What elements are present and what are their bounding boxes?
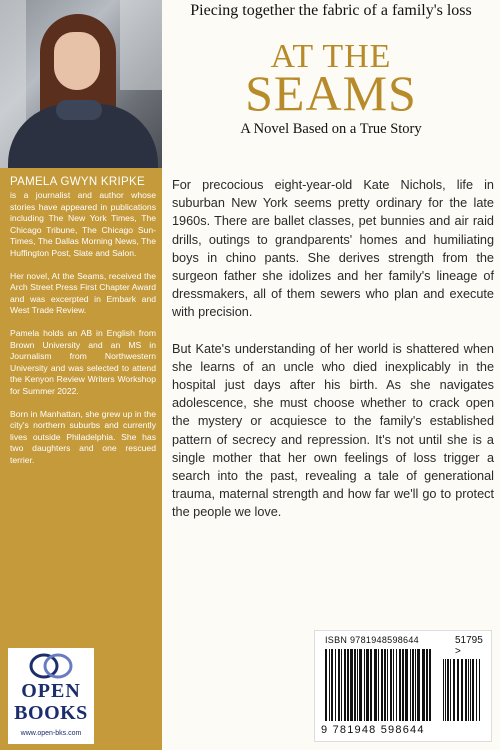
rings-icon	[26, 652, 76, 680]
bio-novel: Her novel, At the Seams, received the Arch Street Press First Chapter Award and was excerpted in Embark and West Trade Review.	[10, 270, 156, 316]
price-code: 51795 >	[455, 635, 483, 657]
bio-intro: is a journalist and author whose stories have appeared in publications including The New York Times, The Chicago Tribune, The Chicago Sun-Times, The Dallas Morning News, The Huffington Post, Slate and Salon.	[10, 190, 156, 258]
author-bio	[10, 176, 156, 477]
title-line-2: SEAMS	[245, 65, 417, 121]
left-column	[0, 0, 162, 750]
bio-personal: Born in Manhattan, she grew up in the city's northern suburbs and currently lives outside Philadelphia. She has two daughters and one rescued terrier.	[10, 408, 156, 465]
book-blurb	[172, 176, 494, 540]
publisher-logo	[8, 648, 94, 744]
subtitle: A Novel Based on a True Story	[240, 121, 422, 137]
publisher-url: www.open-bks.com	[20, 730, 82, 737]
logo-books: BOOKS	[14, 702, 88, 724]
logo-open: OPEN	[21, 680, 81, 702]
blurb-paragraph-2: But Kate's understanding of her world is shattered when she learns of an uncle who died inexplicably in the hospital just days after his birth. As she navigates adolescence, she must choose whether to crack open the mystery or acquiesce to the family's established pattern of secrecy and repression. It's not until she is a single mother that her own feelings of loss trigger a search into the past, revealing a tale of generational trauma, maternal strength and how far we'll go to protect the people we love.	[172, 341, 494, 520]
tagline: Piecing together the fabric of a family's loss	[190, 2, 472, 19]
bio-education: Pamela holds an AB in English from Brown University and an MS in Journalism from Northwestern University and was selected to attend the Kenyon Review Writers Workshop for Summer 2022.	[10, 327, 156, 396]
barcode-digits: 9 781948 598644	[321, 724, 425, 736]
title-line-1: AT THE	[270, 38, 392, 75]
barcode-box	[314, 630, 492, 742]
author-name: PAMELA GWYN KRIPKE	[10, 176, 145, 188]
author-photo	[0, 0, 162, 168]
barcode-icon	[323, 649, 483, 723]
isbn-label: ISBN 9781948598644	[325, 635, 419, 645]
blurb-paragraph-1: For precocious eight-year-old Kate Nichols, life in suburban New York seems pretty ordinary for the late 1960s. There are ballet classes, pet bunnies and air raid drills, outings to grandparents' homes and humiliating boys in chino pants. She derives strength from the surgeon father she idolizes and her family's lineage of dressmakers, all of them sewers who plan and execute with precision.	[172, 178, 494, 320]
